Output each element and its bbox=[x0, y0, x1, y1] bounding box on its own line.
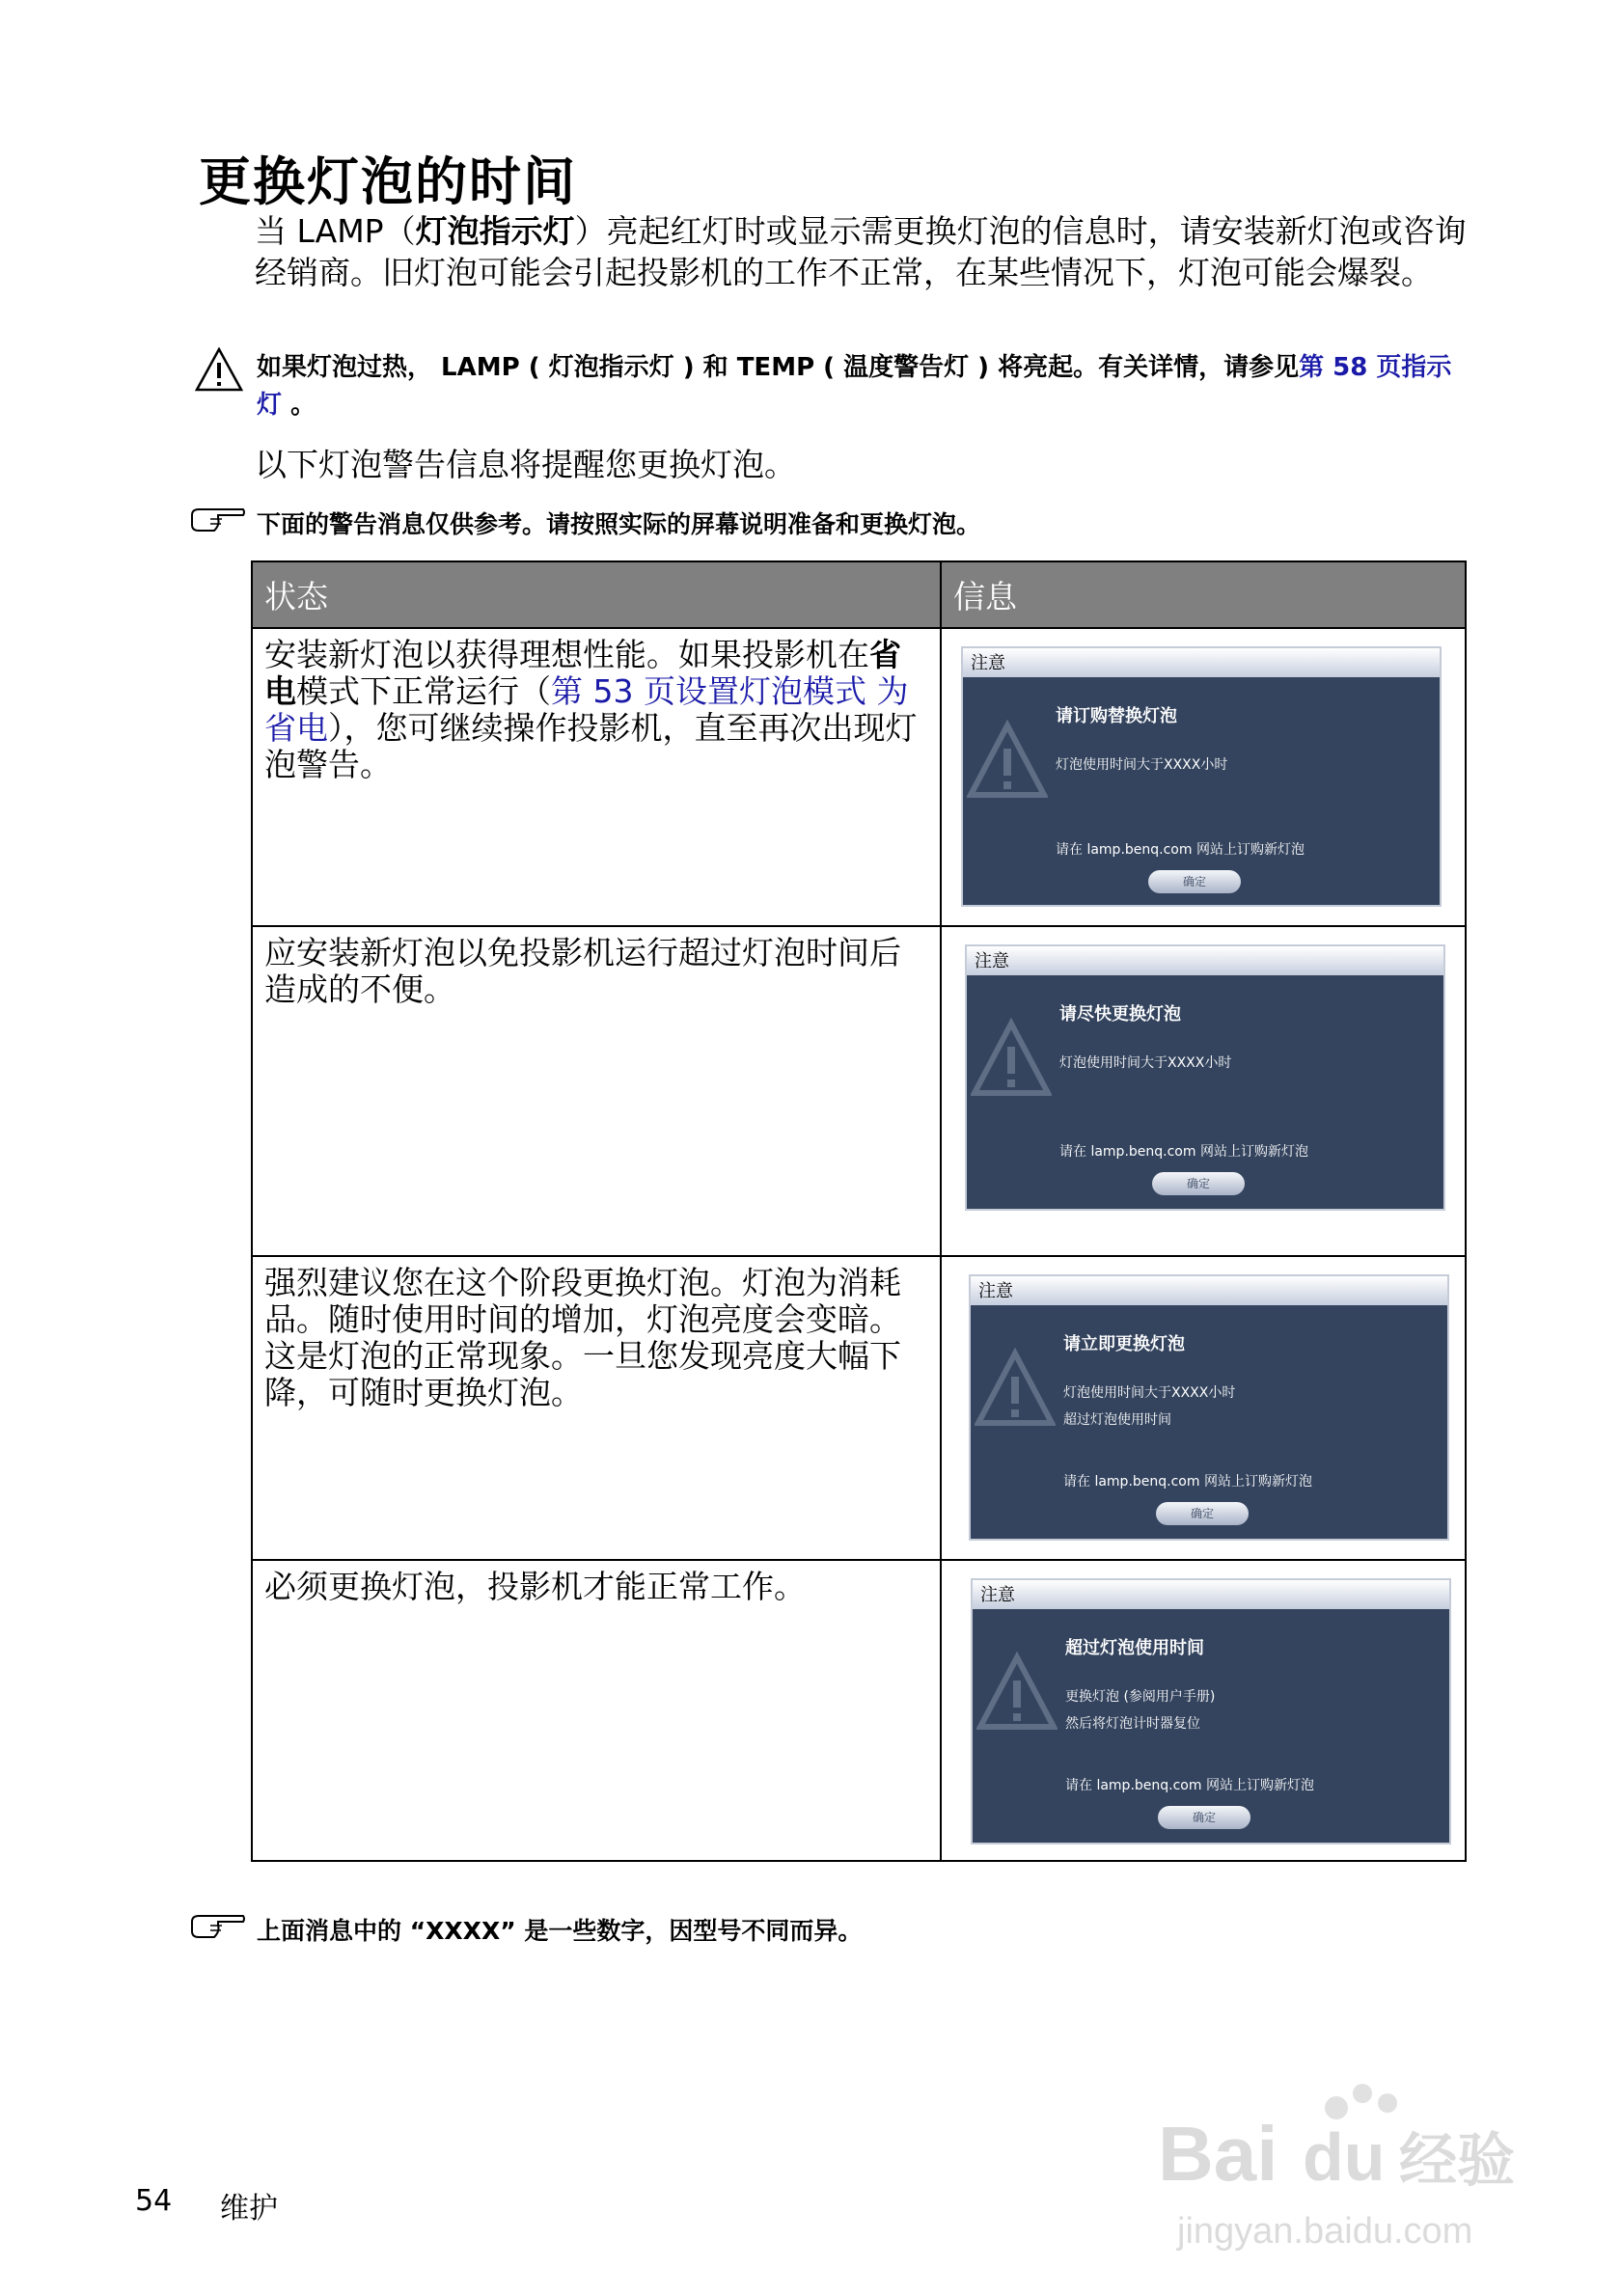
message-cell bbox=[941, 926, 1466, 1257]
message-cell bbox=[941, 1560, 1466, 1861]
desc-text: 安装新灯泡以获得理想性能。如果投影机在 bbox=[264, 635, 869, 673]
ok-button[interactable]: 确定 bbox=[1158, 1806, 1250, 1829]
header-status: 状态 bbox=[252, 561, 941, 628]
warning-triangle-icon bbox=[967, 720, 1048, 801]
section-name: 维护 bbox=[220, 2192, 278, 2226]
watermark-cn: 经验 bbox=[1399, 2128, 1515, 2193]
warning-dialog bbox=[971, 1578, 1451, 1845]
ok-button[interactable]: 确定 bbox=[1152, 1172, 1245, 1195]
dialog-title: 请订购替换灯泡 bbox=[1056, 705, 1177, 726]
dialog-title: 请尽快更换灯泡 bbox=[1059, 1003, 1181, 1025]
warning-dialog bbox=[969, 1274, 1449, 1541]
warning-triangle-icon bbox=[976, 1652, 1058, 1733]
header-message: 信息 bbox=[941, 561, 1466, 628]
warning-dialog bbox=[961, 646, 1442, 907]
desc-link[interactable]: 第 53 页设置灯泡模式 为 省电 bbox=[264, 671, 909, 747]
warning-triangle-icon bbox=[975, 1348, 1056, 1429]
dialog-title: 请立即更换灯泡 bbox=[1063, 1334, 1185, 1355]
intro-post: ）亮起红灯时或显示需更换灯泡的信息时，请安装新灯泡或咨询经销商。旧灯泡可能会引起投影机的工作不正常，在某些情况下，灯泡可能会爆裂。 bbox=[255, 212, 1467, 291]
dialog-footer: 请在 lamp.benq.com 网站上订购新灯泡 bbox=[1059, 1143, 1308, 1160]
status-desc bbox=[252, 926, 941, 1257]
dialog-line: 超过灯泡使用时间 bbox=[1063, 1412, 1171, 1429]
dialog-header: 注意 bbox=[967, 946, 1443, 975]
lead-text: 以下灯泡警告信息将提醒您更换灯泡。 bbox=[255, 446, 796, 483]
desc-text: 模式下正常运行（ bbox=[296, 671, 551, 710]
baidu-watermark-logo bbox=[1139, 2064, 1544, 2257]
note-text: 上面消息中的 “XXXX” 是一些数字，因型号不同而异。 bbox=[257, 1917, 863, 1945]
page-title: 更换灯泡的时间 bbox=[199, 151, 577, 212]
warning-triangle-icon bbox=[971, 1018, 1052, 1099]
status-desc bbox=[252, 1560, 941, 1861]
dialog-header: 注意 bbox=[973, 1580, 1449, 1609]
dialog-header: 注意 bbox=[963, 648, 1440, 677]
dialog-line: 灯泡使用时间大于XXXX小时 bbox=[1063, 1385, 1236, 1402]
watermark-brand: Bai bbox=[1158, 2111, 1278, 2197]
dialog-header: 注意 bbox=[971, 1276, 1447, 1305]
dialog-footer: 请在 lamp.benq.com 网站上订购新灯泡 bbox=[1063, 1474, 1312, 1490]
pointing-hand-icon bbox=[189, 506, 247, 534]
warning-end: 。 bbox=[282, 391, 316, 420]
status-desc bbox=[252, 628, 941, 926]
dialog-line: 然后将灯泡计时器复位 bbox=[1065, 1715, 1200, 1732]
desc-text: 强烈建议您在这个阶段更换灯泡。灯泡为消耗品。随时使用时间的增加，灯泡亮度会变暗。这是灯泡的正常现象。一旦您发现亮度大幅下降，可随时更换灯泡。 bbox=[264, 1264, 901, 1412]
warning-dialog bbox=[965, 944, 1445, 1211]
warning-text bbox=[257, 349, 1463, 424]
dialog-line: 灯泡使用时间大于XXXX小时 bbox=[1056, 756, 1228, 773]
table-row bbox=[252, 926, 1466, 1257]
ok-button[interactable]: 确定 bbox=[1148, 870, 1241, 893]
dialog-line: 更换灯泡 (参阅用户手册) bbox=[1065, 1688, 1216, 1705]
table-row bbox=[252, 1256, 1466, 1559]
message-cell bbox=[941, 1256, 1466, 1559]
intro-paragraph bbox=[255, 210, 1470, 293]
intro-bold: 灯泡指示灯 bbox=[415, 212, 575, 250]
dialog-footer: 请在 lamp.benq.com 网站上订购新灯泡 bbox=[1056, 841, 1305, 858]
status-table bbox=[251, 560, 1467, 1862]
table-row bbox=[252, 1560, 1466, 1861]
watermark-brand2: du bbox=[1303, 2119, 1386, 2195]
page-number: 54 bbox=[135, 2184, 173, 2218]
status-desc bbox=[252, 1256, 941, 1559]
ok-button[interactable]: 确定 bbox=[1156, 1502, 1249, 1525]
warning-triangle-icon bbox=[195, 347, 243, 392]
desc-bold: 省电 bbox=[264, 635, 901, 710]
message-cell bbox=[941, 628, 1466, 926]
table-row bbox=[252, 628, 1466, 926]
desc-text: ），您可继续操作投影机，直至再次出现灯泡警告。 bbox=[264, 708, 918, 783]
note-text: 下面的警告消息仅供参考。请按照实际的屏幕说明准备和更换灯泡。 bbox=[257, 510, 981, 538]
pointing-hand-icon bbox=[189, 1912, 247, 1941]
watermark-url: jingyan.baidu.com bbox=[1177, 2211, 1473, 2252]
table-header-row bbox=[252, 561, 1466, 628]
dialog-title: 超过灯泡使用时间 bbox=[1065, 1637, 1204, 1658]
desc-text: 必须更换灯泡，投影机才能正常工作。 bbox=[264, 1567, 806, 1605]
intro-pre: 当 LAMP（ bbox=[255, 212, 416, 250]
warning-body: 如果灯泡过热， LAMP ( 灯泡指示灯 ) 和 TEMP ( 温度警告灯 ) 将亮起。有关详情，请参见 bbox=[257, 353, 1300, 382]
dialog-footer: 请在 lamp.benq.com 网站上订购新灯泡 bbox=[1065, 1777, 1314, 1793]
dialog-line: 灯泡使用时间大于XXXX小时 bbox=[1059, 1054, 1232, 1071]
warning-link[interactable]: 第 58 页指示灯 bbox=[257, 353, 1452, 420]
desc-text: 应安装新灯泡以免投影机运行超过灯泡时间后造成的不便。 bbox=[264, 933, 901, 1008]
